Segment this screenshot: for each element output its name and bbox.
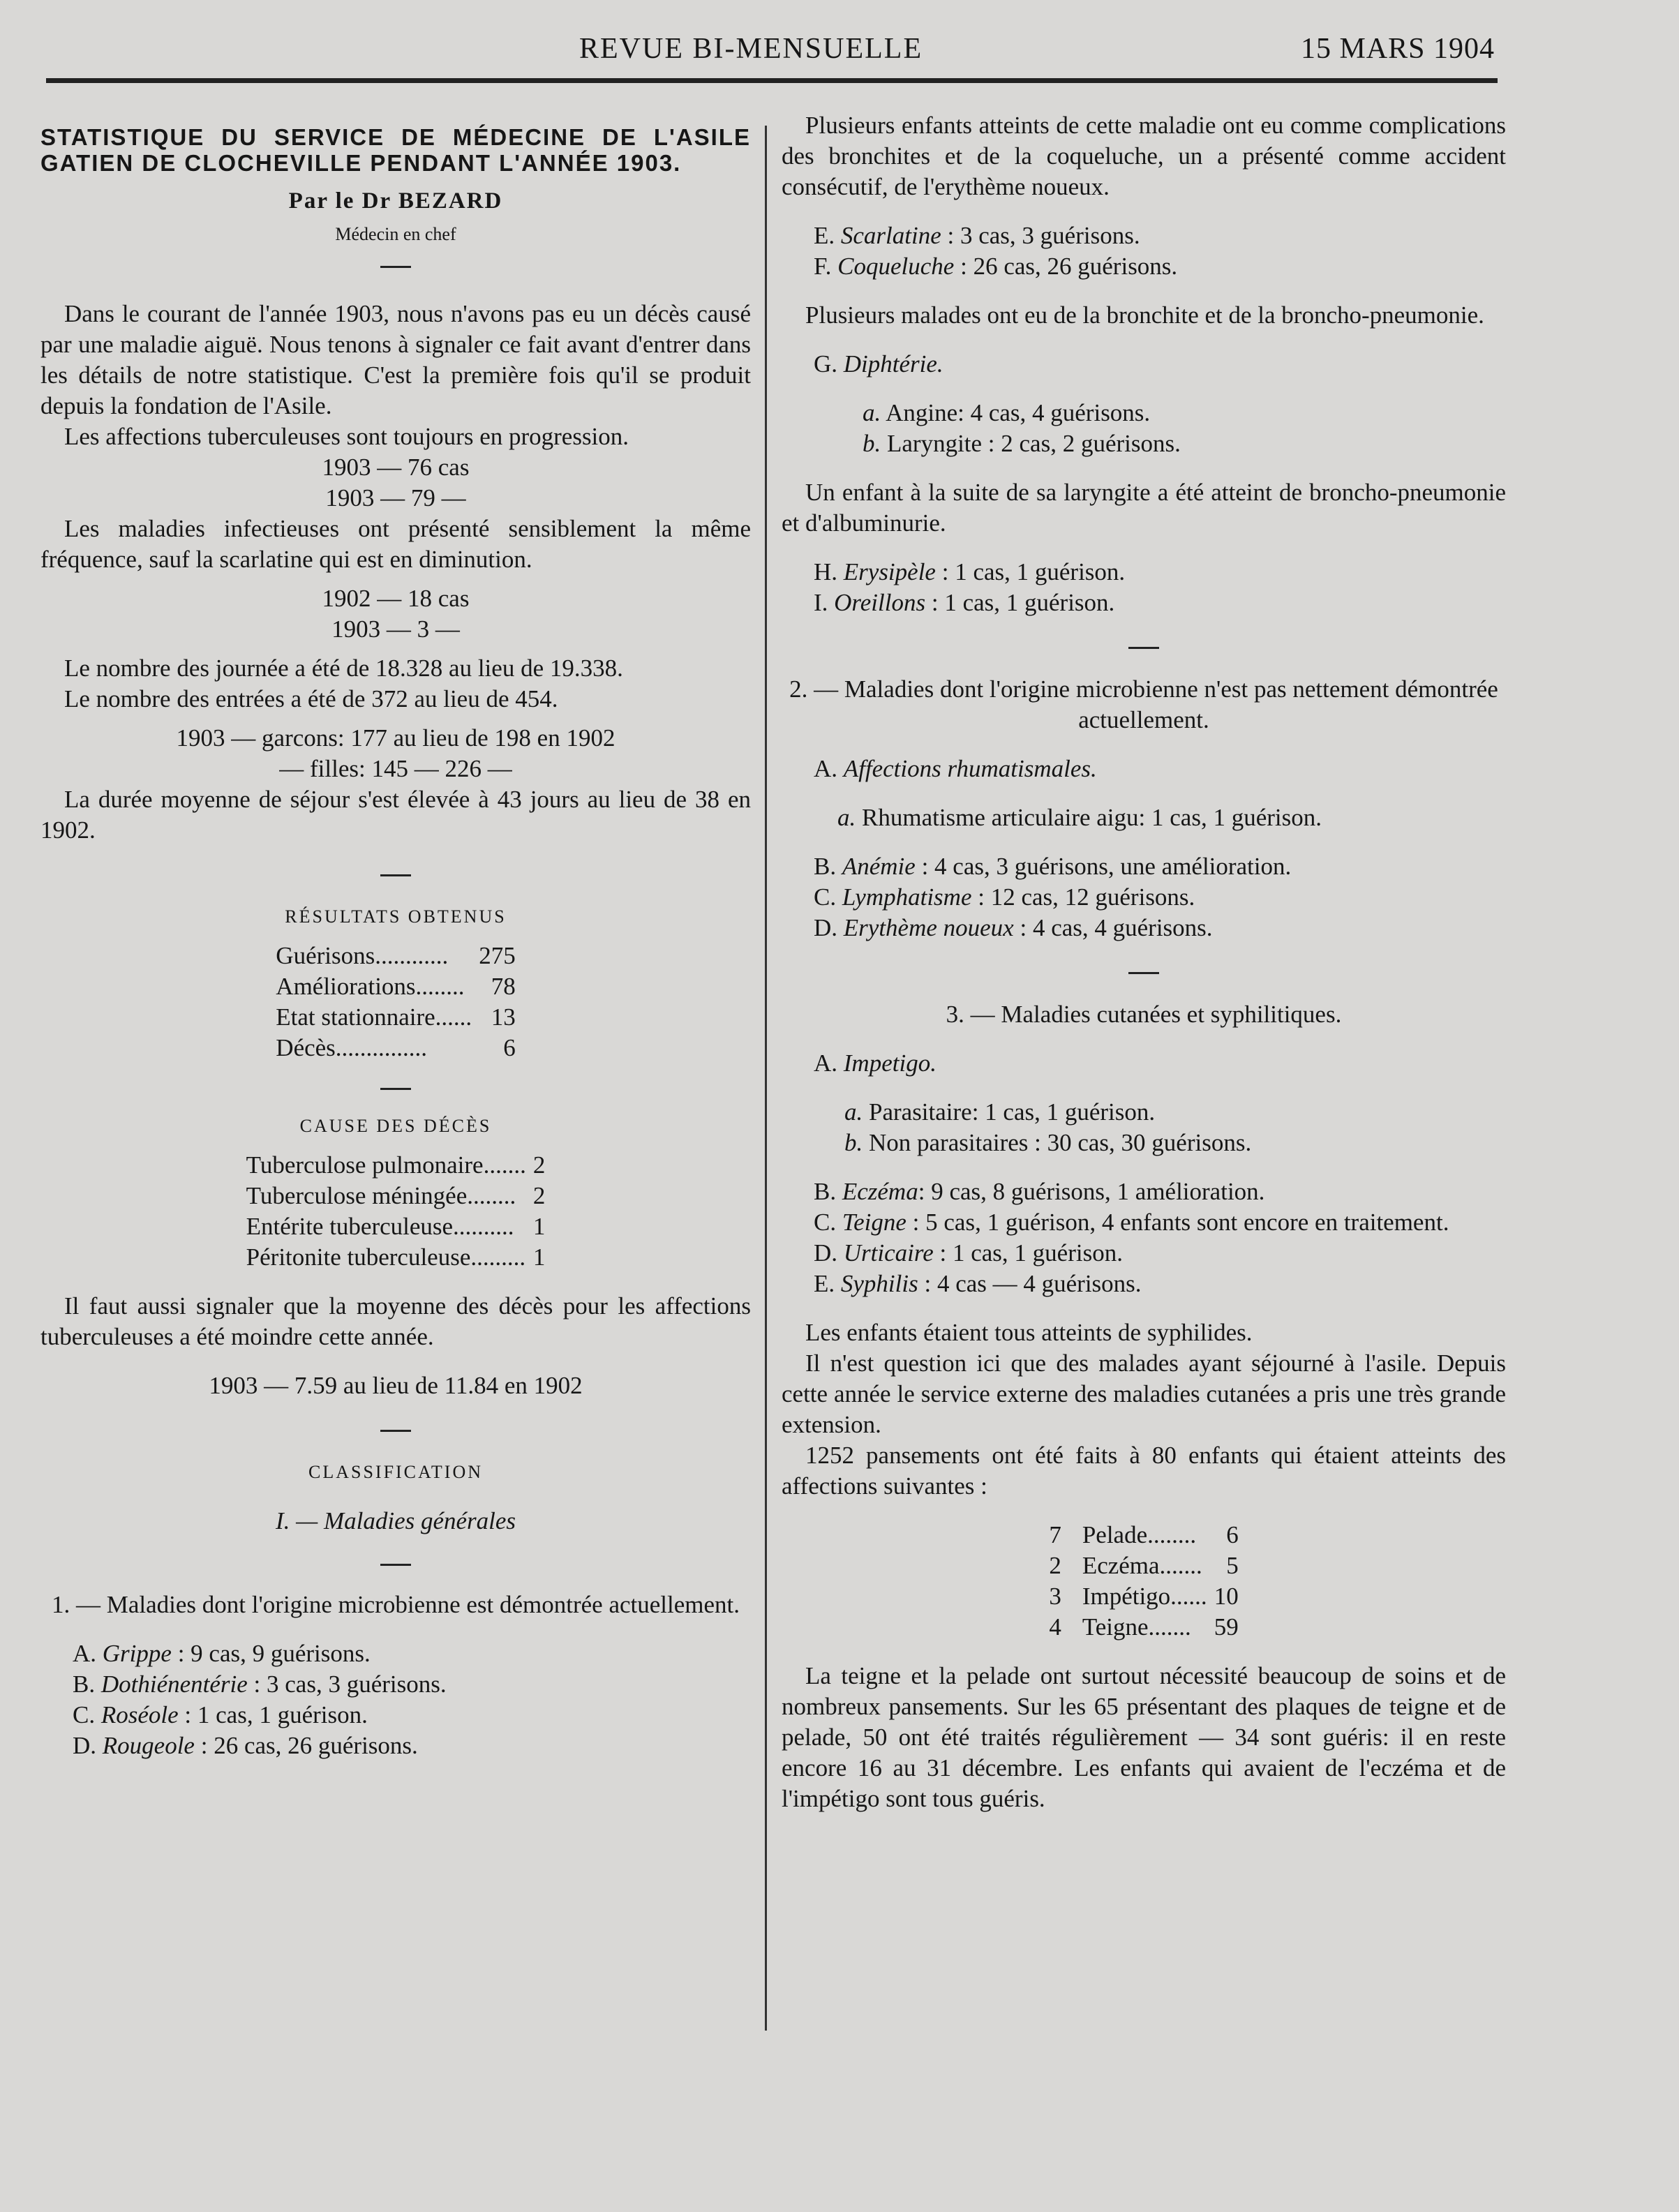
bronchite-paragraph: Plusieurs malades ont eu de la bronchite et de la broncho-pneumonie.: [805, 301, 1484, 329]
separator: [782, 639, 1506, 653]
sub-list-item: a. Angine: 4 cas, 4 guérisons.: [863, 399, 1151, 426]
syphilides-paragraph: Les enfants étaient tous atteints de syphilides.: [805, 1319, 1253, 1346]
subsection-1-title: 1. — Maladies dont l'origine microbienne est démontrée actuellement.: [52, 1591, 740, 1618]
left-column: [40, 110, 751, 1761]
table-row: 4 Teigne....... 59: [1049, 1613, 1239, 1641]
separator: [40, 258, 751, 272]
asile-paragraph: Il n'est question ici que des malades ayant séjourné à l'asile. Depuis cette année le service externe des maladies cutanées a pris une très grande extension.: [782, 1350, 1506, 1438]
separator: [40, 1080, 751, 1094]
separator: [782, 964, 1506, 978]
list-item: B. Eczéma: 9 cas, 8 guérisons, 1 amélioration.: [814, 1178, 1265, 1205]
journees-sentence: Le nombre des journée a été de 18.328 au lieu de 19.338.: [64, 655, 623, 682]
moyenne-paragraph: Il faut aussi signaler que la moyenne des décès pour les affections tuberculeuses a été moindre cette année.: [40, 1292, 751, 1350]
list-item: A. Grippe : 9 cas, 9 guérisons.: [73, 1640, 371, 1667]
tb-row-2: 1903 — 79 —: [325, 484, 466, 511]
entrees-sentence: Le nombre des entrées a été de 372 au lieu de 454.: [64, 685, 558, 712]
list-item: E. Scarlatine : 3 cas, 3 guérisons.: [814, 222, 1140, 249]
separator: [40, 1556, 751, 1570]
subsection-3-title: 3. — Maladies cutanées et syphilitiques.: [946, 1001, 1342, 1028]
list-item: D. Erythème noueux : 4 cas, 4 guérisons.: [814, 914, 1213, 941]
tb-row-1: 1903 — 76 cas: [322, 454, 470, 481]
deces-table: [40, 1150, 751, 1273]
section-1-title: I. — Maladies générales: [275, 1507, 516, 1534]
list-item: C. Teigne : 5 cas, 1 guérison, 4 enfants sont encore en traitement.: [814, 1209, 1449, 1236]
table-row: Etat stationnaire...... 13: [276, 1003, 516, 1031]
table-row: Décès............... 6: [276, 1034, 516, 1061]
list-item: E. Syphilis : 4 cas — 4 guérisons.: [814, 1270, 1142, 1297]
list-item: D. Rougeole : 26 cas, 26 guérisons.: [73, 1732, 418, 1759]
list-item: A. Impetigo.: [814, 1049, 936, 1077]
intro-paragraph: Dans le courant de l'année 1903, nous n'avons pas eu un décès causé par une maladie aiguë. Nous tenons à signaler ce fait avant d'entrer dans les détails de notre statistique. C'est la première fois qu'il se produit depuis la fondation de l'Asile.: [40, 300, 751, 419]
laryngite-paragraph: Un enfant à la suite de sa laryngite a été atteint de broncho-pneumonie et d'albuminurie.: [782, 479, 1506, 537]
table-row: Entérite tuberculeuse.......... 1: [246, 1213, 546, 1240]
tuberculose-sentence: Les affections tuberculeuses sont toujours en progression.: [64, 423, 629, 450]
list-item: F. Coqueluche : 26 cas, 26 guérisons.: [814, 253, 1178, 280]
table-row: Guérisons............ 275: [276, 942, 516, 969]
journal-title: REVUE BI-MENSUELLE: [579, 33, 923, 65]
sub-list-item: b. Laryngite : 2 cas, 2 guérisons.: [863, 430, 1181, 457]
scarlatine-row-2: 1903 — 3 —: [331, 615, 460, 643]
sub-list-item: b. Non parasitaires : 30 cas, 30 guérisons.: [844, 1129, 1252, 1156]
table-row: 7 Pelade........ 6: [1049, 1521, 1239, 1548]
author-role: Médecin en chef: [335, 224, 456, 244]
list-item: C. Roséole : 1 cas, 1 guérison.: [73, 1701, 368, 1728]
affections-table: [782, 1520, 1506, 1643]
separator: [40, 867, 751, 881]
resultats-heading: RÉSULTATS OBTENUS: [285, 906, 507, 927]
duree-sentence: La durée moyenne de séjour s'est élevée à 43 jours au lieu de 38 en 1902.: [40, 786, 751, 844]
list-item: B. Anémie : 4 cas, 3 guérisons, une amélioration.: [814, 853, 1292, 880]
complications-paragraph: Plusieurs enfants atteints de cette maladie ont eu comme complications des bronchites et de la coqueluche, un a présenté comme accident consécutif, de l'erythème noueux.: [782, 112, 1506, 200]
list-item: D. Urticaire : 1 cas, 1 guérison.: [814, 1239, 1123, 1266]
article-title: STATISTIQUE DU SERVICE DE MÉDECINE DE L'ASILE GATIEN DE CLOCHEVILLE PENDANT L'ANNÉE 1903.: [40, 124, 751, 176]
table-row: 2 Eczéma....... 5: [1049, 1552, 1239, 1579]
header-rule: [46, 78, 1498, 83]
moyenne-row: 1903 — 7.59 au lieu de 11.84 en 1902: [209, 1372, 583, 1399]
table-row: Améliorations........ 78: [276, 973, 516, 1000]
pansements-paragraph: 1252 pansements ont été faits à 80 enfants qui étaient atteints des affections suivantes :: [782, 1442, 1506, 1500]
list-item: I. Oreillons : 1 cas, 1 guérison.: [814, 589, 1115, 616]
table-row: 3 Impétigo...... 10: [1049, 1583, 1239, 1610]
table-row: Tuberculose pulmonaire....... 2: [246, 1151, 546, 1179]
list-item: H. Erysipèle : 1 cas, 1 guérison.: [814, 558, 1126, 585]
list-item: A. Affections rhumatismales.: [814, 755, 1097, 782]
sub-list-item: a. Parasitaire: 1 cas, 1 guérison.: [844, 1098, 1156, 1126]
list-item: G. Diphtérie.: [814, 350, 943, 378]
list-item: B. Dothiénentérie : 3 cas, 3 guérisons.: [73, 1671, 447, 1698]
column-divider: [765, 126, 767, 2031]
deces-heading: CAUSE DES DÉCÈS: [299, 1116, 492, 1136]
right-column: [782, 110, 1506, 1814]
author-byline: Par le Dr BEZARD: [288, 188, 503, 214]
table-row: Tuberculose méningée........ 2: [246, 1182, 546, 1209]
sub-list-item: a. Rhumatisme articulaire aigu: 1 cas, 1 guérison.: [837, 804, 1322, 831]
scarlatine-row-1: 1902 — 18 cas: [322, 585, 470, 612]
list-item: C. Lymphatisme : 12 cas, 12 guérisons.: [814, 883, 1195, 911]
issue-date: 15 MARS 1904: [1300, 33, 1495, 65]
garcons-row: 1903 — garcons: 177 au lieu de 198 en 1902: [176, 724, 615, 752]
table-row: Péritonite tuberculeuse......... 1: [246, 1243, 546, 1271]
page-header: [49, 25, 1495, 65]
resultats-table: [40, 941, 751, 1063]
infectieuses-sentence: Les maladies infectieuses ont présenté sensiblement la même fréquence, sauf la scarlatine qui est en diminution.: [40, 515, 751, 573]
filles-row: — filles: 145 — 226 —: [279, 755, 512, 782]
teigne-paragraph: La teigne et la pelade ont surtout nécessité beaucoup de soins et de nombreux pansements. Sur les 65 présentant des plaques de teigne et de pelade, 50 ont été traités régulièrement — 34 sont guéris: il en reste encore 16 au 31 décembre. Les enfants qui avaient de l'eczéma et de l'impétigo sont tous guéris.: [782, 1662, 1506, 1812]
subsection-2-title: 2. — Maladies dont l'origine microbienne n'est pas nettement démontrée actuellement.: [789, 675, 1498, 733]
classification-heading: CLASSIFICATION: [308, 1462, 484, 1482]
separator: [40, 1422, 751, 1436]
